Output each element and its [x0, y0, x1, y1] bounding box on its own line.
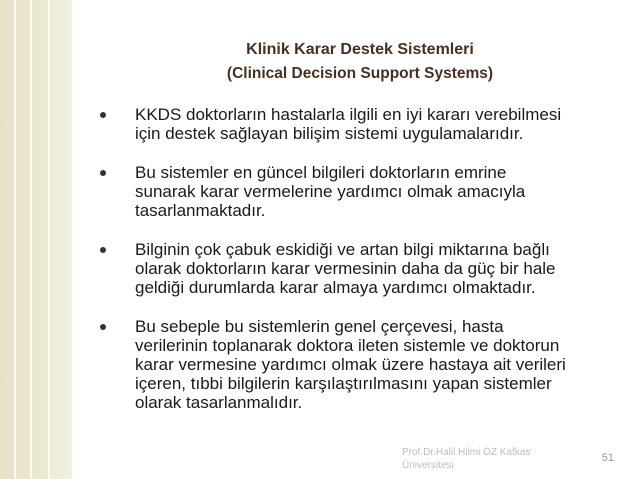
- decorative-side-band: [0, 0, 72, 479]
- slide-title-line2: (Clinical Decision Support Systems): [226, 65, 494, 82]
- footer-author: Prof.Dr.Halil Hilmi ÖZ Kafkas Üniversitesi: [402, 447, 531, 471]
- bullet-dot-icon: [100, 112, 106, 118]
- bullet-item: [100, 105, 570, 143]
- side-band-stripe: [14, 0, 16, 479]
- bullet-dot-icon: [100, 247, 106, 253]
- bullet-dot-icon: [100, 324, 106, 330]
- bullet-dot-icon: [100, 170, 106, 176]
- bullet-text: Bilginin çok çabuk eskidiği ve artan bilgi miktarına bağlı olarak doktorların karar vermesinin daha da güç bir hale geldiği durumlarda karar almaya yardımcı olmaktadır.: [135, 240, 556, 297]
- slide-title-line1: Klinik Karar Destek Sistemleri: [246, 41, 474, 58]
- slide-title: [160, 38, 560, 86]
- bullet-item: [100, 317, 570, 412]
- bullet-text: Bu sistemler en güncel bilgileri doktorların emrine sunarak karar vermelerine yardımcı olmak amacıyla tasarlanmaktadır.: [135, 163, 526, 220]
- bullet-text: Bu sebeple bu sistemlerin genel çerçevesi, hasta verilerinin toplanarak doktora ileten sistemle ve doktorun karar vermesine yardımcı olmak üzere hastaya ait verileri içeren, tıbbi bilgilerin karşılaştırılmasını yapan sistemler olarak tasarlanmalıdır.: [135, 317, 566, 412]
- bullet-text: KKDS doktorların hastalarla ilgili en iyi kararı verebilmesi için destek sağlayan bilişim sistemi uygulamalarıdır.: [135, 105, 562, 143]
- side-band-stripe: [30, 0, 32, 479]
- side-band-stripe: [48, 0, 50, 479]
- page-number: 51: [601, 452, 614, 464]
- bullet-item: [100, 163, 570, 220]
- bullet-item: [100, 240, 570, 297]
- bullet-list: [100, 105, 570, 432]
